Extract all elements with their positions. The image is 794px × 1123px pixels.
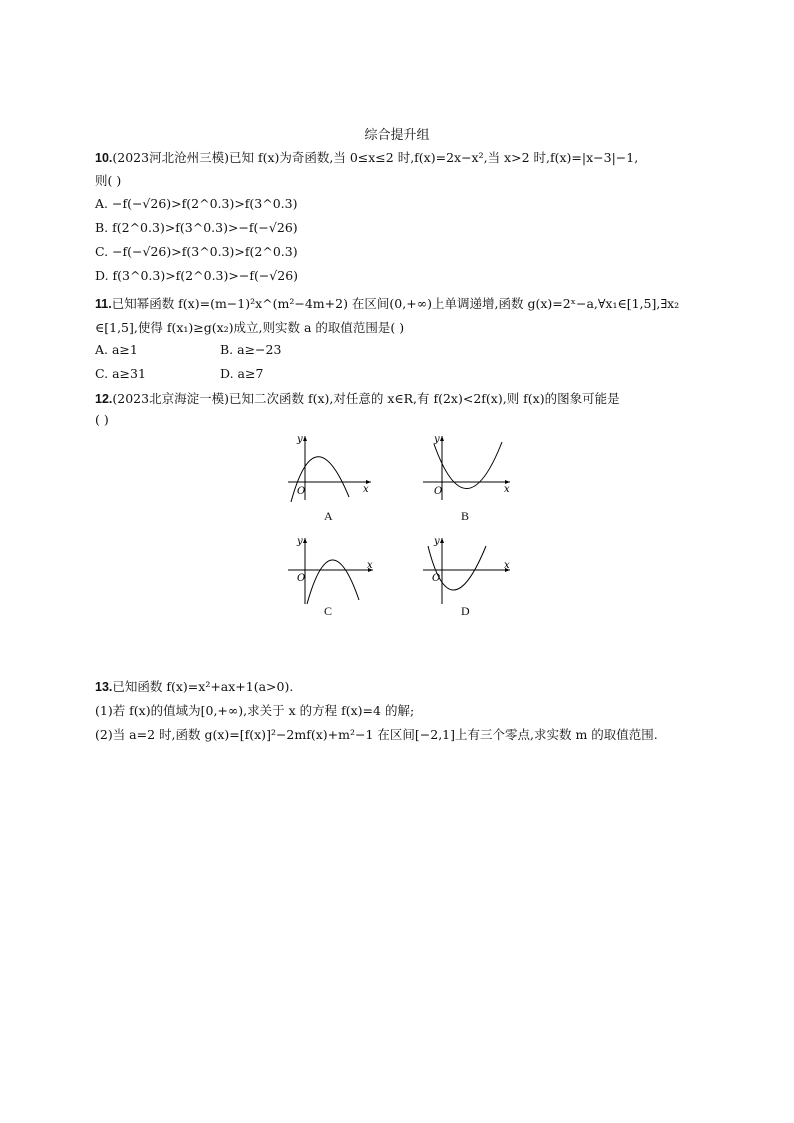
q11-option-d: D. a≥7 — [220, 366, 264, 381]
q13-text: 已知函数 f(x)=x²+ax+1(a>0). — [112, 679, 294, 694]
graph-c-origin: O — [297, 573, 306, 584]
q12-number: 12. — [95, 392, 113, 406]
graph-a — [283, 432, 373, 502]
graph-d-origin: O — [432, 573, 441, 584]
q12-source: (2023北京海淀一模) — [112, 391, 229, 406]
graph-b-x-label: x — [504, 484, 510, 495]
graph-b-caption: B — [461, 509, 470, 523]
q11-option-a: A. a≥1 — [95, 342, 138, 357]
graph-d — [420, 534, 515, 606]
q12-text: 已知二次函数 f(x),对任意的 x∈R,有 f(2x)<2f(x),则 f(x)的图象可能是 — [228, 391, 620, 406]
q11-stem — [95, 294, 679, 312]
q12-stem — [95, 389, 620, 407]
q13-part-1: (1)若 f(x)的值域为[0,+∞),求关于 x 的方程 f(x)=4 的解; — [95, 703, 415, 718]
q11-option-b: B. a≥−23 — [220, 342, 282, 357]
q10-source: (2023河北沧州三模) — [112, 150, 229, 165]
q11-stem-cont: ∈[1,5],使得 f(x₁)≥g(x₂)成立,则实数 a 的取值范围是( ) — [95, 320, 405, 335]
graph-d-y-label: y — [434, 536, 440, 547]
graph-a-y-arrow — [303, 436, 307, 441]
q12-stem-cont: ( ) — [95, 412, 109, 427]
graph-c-y-arrow — [303, 538, 307, 543]
graph-a-x-label: x — [363, 484, 369, 495]
graph-a-y-label: y — [297, 434, 303, 445]
graph-a-caption: A — [324, 509, 333, 523]
graph-c — [283, 534, 378, 606]
q13-part-2: (2)当 a=2 时,函数 g(x)=[f(x)]²−2mf(x)+m²−1 在区间[−2,1]上有三个零点,求实数 m 的取值范围. — [95, 727, 658, 742]
graph-b — [420, 432, 515, 502]
q10-option-d: D. f(3^0.3)>f(2^0.3)>−f(−√26) — [95, 268, 299, 283]
graph-c-caption: C — [324, 604, 333, 618]
graph-c-curve — [307, 560, 359, 604]
q13-number: 13. — [95, 680, 113, 694]
q11-number: 11. — [95, 297, 112, 311]
q11-text: 已知幂函数 f(x)=(m−1)²x^(m²−4m+2) 在区间(0,+∞)上单调递增,函数 g(x)=2ˣ−a,∀x₁∈[1,5],∃x₂ — [111, 296, 680, 311]
q11-option-c: C. a≥31 — [95, 366, 146, 381]
graph-d-x-label: x — [504, 560, 510, 571]
q10-option-b: B. f(2^0.3)>f(3^0.3)>−f(−√26) — [95, 220, 298, 235]
q13-stem — [95, 677, 293, 695]
q10-option-c: C. −f(−√26)>f(3^0.3)>f(2^0.3) — [95, 244, 298, 259]
section-title: 综合提升组 — [364, 128, 430, 143]
graph-a-origin: O — [297, 486, 306, 497]
graph-b-origin: O — [434, 486, 443, 497]
q10-number: 10. — [95, 151, 113, 165]
graph-b-y-arrow — [440, 436, 444, 441]
graph-c-y-label: y — [297, 536, 303, 547]
graph-b-y-label: y — [434, 434, 440, 445]
q10-text: 已知 f(x)为奇函数,当 0≤x≤2 时,f(x)=2x−x²,当 x>2 时,f(x)=|x−3|−1, — [228, 150, 639, 165]
q10-stem-cont: 则( ) — [95, 173, 122, 188]
graph-c-x-label: x — [367, 560, 373, 571]
graph-d-caption: D — [461, 604, 470, 618]
graph-d-y-arrow — [440, 538, 444, 543]
q10-option-a: A. −f(−√26)>f(2^0.3)>f(3^0.3) — [95, 196, 298, 211]
q10-stem — [95, 148, 638, 166]
